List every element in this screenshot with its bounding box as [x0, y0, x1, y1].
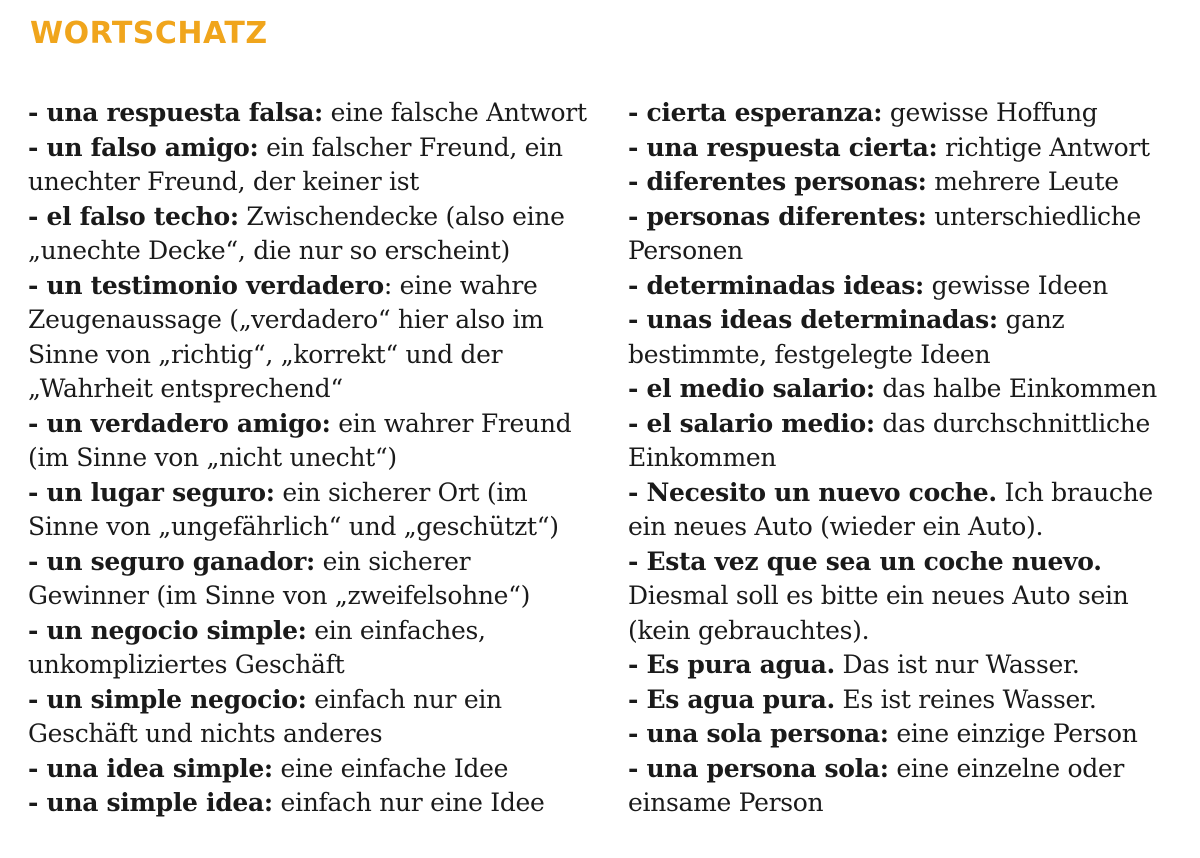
- vocab-entry: [628, 372, 1188, 407]
- vocab-entry: [28, 200, 598, 269]
- vocab-entry: [628, 476, 1188, 545]
- vocab-term: - un verdadero amigo:: [28, 408, 331, 438]
- vocab-definition: Ich brauche ein neues Auto (wieder ein Auto).: [628, 477, 1153, 541]
- vocab-term: - una respuesta cierta:: [628, 132, 938, 162]
- vocab-entry: [628, 545, 1188, 649]
- vocab-entry: [628, 303, 1188, 372]
- vocab-term: - un seguro ganador:: [28, 546, 315, 576]
- vocab-term: - el salario medio:: [628, 408, 875, 438]
- vocab-term: - determinadas ideas:: [628, 270, 924, 300]
- vocab-definition: gewisse Hoffung: [882, 98, 1098, 127]
- vocab-entry: [628, 200, 1188, 269]
- vocab-definition: Zwischendecke (also eine „unechte Decke“, die nur so erscheint): [28, 201, 565, 265]
- vocab-term: - una simple idea:: [28, 788, 273, 817]
- vocab-term: - una persona sola:: [628, 753, 889, 783]
- vocab-definition: gewisse Ideen: [923, 270, 1108, 300]
- vocab-entry: [628, 131, 1188, 166]
- left-column: [28, 96, 598, 821]
- vocab-term: - diferentes personas:: [628, 167, 927, 196]
- vocab-entry: [28, 752, 598, 787]
- vocab-entry: [28, 96, 598, 131]
- vocab-definition: das durchschnittliche Einkommen: [628, 408, 1150, 472]
- vocab-entry: [28, 545, 598, 614]
- right-column: [628, 96, 1188, 821]
- vocab-term: - Necesito un nuevo coche.: [628, 477, 997, 507]
- vocab-definition: ein sicherer Gewinner (im Sinne von „zweifelsohne“): [28, 546, 531, 610]
- vocab-term: - unas ideas determinadas:: [628, 305, 998, 334]
- vocab-term: - un falso amigo:: [28, 132, 259, 162]
- vocab-entry: [628, 96, 1188, 131]
- vocab-term: - el medio salario:: [628, 374, 875, 403]
- vocab-definition: eine einzige Person: [888, 719, 1138, 748]
- section-heading: WORTSCHATZ: [30, 16, 268, 51]
- vocab-term: - un negocio simple:: [28, 615, 307, 645]
- vocab-definition: Diesmal soll es bitte ein neues Auto sein (kein gebrauchtes).: [628, 581, 1129, 645]
- vocab-entry: [628, 407, 1188, 476]
- vocab-term: - Es pura agua.: [628, 650, 835, 679]
- vocab-entry: [28, 476, 598, 545]
- vocab-definition: richtige Antwort: [937, 132, 1150, 162]
- vocab-term: - un lugar seguro:: [28, 477, 275, 507]
- vocab-definition: : eine wahre Zeugenaussage („verdadero“ hier also im Sinne von „richtig“, „korrekt“ und der „Wahrheit entsprechend“: [28, 270, 544, 403]
- vocab-term: - un simple negocio:: [28, 684, 307, 714]
- vocab-definition: eine einfache Idee: [272, 753, 509, 783]
- vocab-definition: Das ist nur Wasser.: [834, 650, 1080, 679]
- vocab-term: - una idea simple:: [28, 753, 273, 783]
- vocab-definition: eine falsche Antwort: [322, 98, 587, 127]
- vocab-term: - personas diferentes:: [628, 201, 927, 231]
- vocab-entry: [28, 786, 598, 821]
- vocab-definition: Es ist reines Wasser.: [834, 684, 1097, 714]
- vocab-definition: eine einzelne oder einsame Person: [628, 753, 1125, 817]
- vocab-entry: [628, 165, 1188, 200]
- vocab-entry: [28, 683, 598, 752]
- vocab-entry: [628, 269, 1188, 304]
- vocab-term: - un testimonio verdadero: [28, 270, 384, 300]
- vocab-definition: ein falscher Freund, ein unechter Freund, der keiner ist: [28, 132, 563, 196]
- vocab-definition: einfach nur eine Idee: [272, 788, 545, 817]
- vocab-definition: unterschiedliche Personen: [628, 201, 1142, 265]
- vocab-term: - una respuesta falsa:: [28, 98, 323, 127]
- vocab-definition: ein sicherer Ort (im Sinne von „ungefährlich“ und „geschützt“): [28, 477, 559, 541]
- vocab-definition: mehrere Leute: [926, 167, 1119, 196]
- vocab-entry: [28, 131, 598, 200]
- vocab-entry: [628, 683, 1188, 718]
- vocab-entry: [28, 614, 598, 683]
- vocab-term: - una sola persona:: [628, 719, 889, 748]
- vocab-definition: ein einfaches, unkompliziertes Geschäft: [28, 615, 486, 679]
- vocab-entry: [628, 648, 1188, 683]
- vocab-definition: das halbe Einkommen: [874, 374, 1157, 403]
- vocab-term: - el falso techo:: [28, 201, 239, 231]
- vocab-entry: [28, 269, 598, 407]
- vocab-definition: einfach nur ein Geschäft und nichts anderes: [28, 684, 502, 748]
- vocab-term: - cierta esperanza:: [628, 98, 883, 127]
- vocab-entry: [628, 752, 1188, 821]
- vocab-definition: ein wahrer Freund (im Sinne von „nicht unecht“): [28, 408, 572, 472]
- vocab-definition: ganz bestimmte, festgelegte Ideen: [628, 305, 1065, 369]
- vocab-entry: [28, 407, 598, 476]
- vocab-term: - Es agua pura.: [628, 684, 835, 714]
- vocab-entry: [628, 717, 1188, 752]
- vocab-term: - Esta vez que sea un coche nuevo.: [628, 546, 1102, 576]
